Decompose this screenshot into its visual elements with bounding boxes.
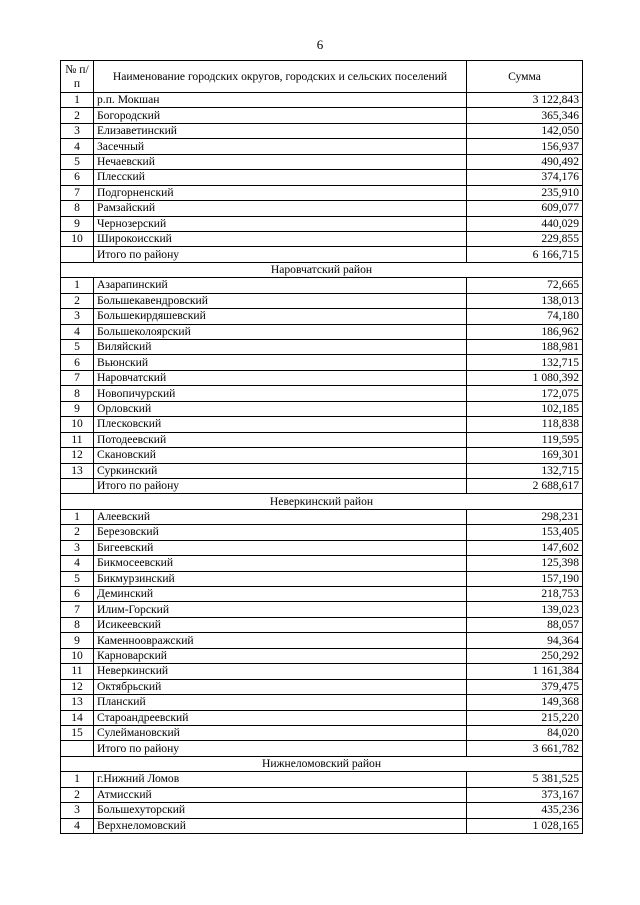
row-number: 7 [61, 602, 94, 617]
row-number: 3 [61, 123, 94, 138]
total-label: Итого по району [94, 741, 467, 756]
row-sum: 132,715 [467, 463, 583, 478]
district-name: Нижнеломовский район [61, 756, 583, 771]
table-row [61, 401, 583, 416]
row-name: Верхнеломовский [94, 818, 467, 833]
table-row [61, 324, 583, 339]
row-number: 9 [61, 401, 94, 416]
row-name: Большеколоярский [94, 324, 467, 339]
row-name: Рамзайский [94, 201, 467, 216]
row-sum: 609,077 [467, 201, 583, 216]
total-sum: 6 166,715 [467, 247, 583, 262]
table-row [61, 185, 583, 200]
row-name: Бикмурзинский [94, 571, 467, 586]
row-name: Исикеевский [94, 617, 467, 632]
table-row [61, 93, 583, 108]
row-sum: 215,220 [467, 710, 583, 725]
row-number: 12 [61, 448, 94, 463]
table-row [61, 216, 583, 231]
row-number: 2 [61, 787, 94, 802]
row-number: 1 [61, 93, 94, 108]
row-name: Засечный [94, 139, 467, 154]
row-number: 8 [61, 201, 94, 216]
table-row [61, 695, 583, 710]
total-label: Итого по району [94, 247, 467, 262]
table-row [61, 123, 583, 138]
row-number: 2 [61, 108, 94, 123]
row-sum: 3 122,843 [467, 93, 583, 108]
table-row [61, 571, 583, 586]
row-number: 8 [61, 617, 94, 632]
table-header-row [61, 61, 583, 93]
row-sum: 188,981 [467, 340, 583, 355]
district-name: Неверкинский район [61, 494, 583, 509]
table-row [61, 818, 583, 833]
row-sum: 379,475 [467, 679, 583, 694]
row-sum: 72,665 [467, 278, 583, 293]
table-row [61, 231, 583, 246]
row-name: Потодеевский [94, 432, 467, 447]
row-sum: 119,595 [467, 432, 583, 447]
header-name: Наименование городских округов, городских и сельских поселений [94, 61, 467, 93]
table-row [61, 509, 583, 524]
table-row [61, 278, 583, 293]
row-name: Большехуторский [94, 803, 467, 818]
row-name: Наровчатский [94, 370, 467, 385]
total-row [61, 741, 583, 756]
table-row [61, 525, 583, 540]
row-name: Большекавендровский [94, 293, 467, 308]
page-number: 6 [316, 37, 324, 52]
row-name: Подгорненский [94, 185, 467, 200]
row-name: Чернозерский [94, 216, 467, 231]
table-row [61, 648, 583, 663]
row-sum: 142,050 [467, 123, 583, 138]
row-sum: 229,855 [467, 231, 583, 246]
row-name: Новопичурский [94, 386, 467, 401]
table-row [61, 417, 583, 432]
row-name: Большекирдяшевский [94, 309, 467, 324]
row-name: Вьюнский [94, 355, 467, 370]
row-number: 10 [61, 417, 94, 432]
row-number: 15 [61, 725, 94, 740]
total-number-empty [61, 478, 94, 493]
row-number: 12 [61, 679, 94, 694]
row-name: г.Нижний Ломов [94, 772, 467, 787]
total-sum: 3 661,782 [467, 741, 583, 756]
row-number: 6 [61, 587, 94, 602]
row-number: 9 [61, 633, 94, 648]
row-number: 13 [61, 695, 94, 710]
row-name: Карноварский [94, 648, 467, 663]
district-header-row [61, 262, 583, 277]
total-row [61, 478, 583, 493]
row-number: 8 [61, 386, 94, 401]
row-number: 14 [61, 710, 94, 725]
row-number: 5 [61, 154, 94, 169]
row-sum: 374,176 [467, 170, 583, 185]
row-number: 5 [61, 340, 94, 355]
row-name: Елизаветинский [94, 123, 467, 138]
row-name: Виляйский [94, 340, 467, 355]
row-number: 4 [61, 324, 94, 339]
table-row [61, 772, 583, 787]
row-sum: 156,937 [467, 139, 583, 154]
table-body [61, 93, 583, 834]
header-number: № п/п [61, 61, 94, 93]
row-number: 1 [61, 509, 94, 524]
row-sum: 157,190 [467, 571, 583, 586]
row-sum: 132,715 [467, 355, 583, 370]
row-sum: 186,962 [467, 324, 583, 339]
row-number: 6 [61, 355, 94, 370]
table-row [61, 679, 583, 694]
row-number: 2 [61, 293, 94, 308]
row-number: 4 [61, 139, 94, 154]
table-row [61, 139, 583, 154]
table-row [61, 710, 583, 725]
row-number: 6 [61, 170, 94, 185]
row-sum: 88,057 [467, 617, 583, 632]
row-sum: 147,602 [467, 540, 583, 555]
table-row [61, 664, 583, 679]
total-row [61, 247, 583, 262]
row-number: 9 [61, 216, 94, 231]
table-row [61, 370, 583, 385]
row-sum: 169,301 [467, 448, 583, 463]
table-row [61, 556, 583, 571]
row-sum: 1 161,384 [467, 664, 583, 679]
table-row [61, 725, 583, 740]
table-row [61, 386, 583, 401]
table-row [61, 154, 583, 169]
row-number: 3 [61, 540, 94, 555]
table-row [61, 170, 583, 185]
row-name: Бигеевский [94, 540, 467, 555]
table-row [61, 309, 583, 324]
row-name: Неверкинский [94, 664, 467, 679]
header-sum: Сумма [467, 61, 583, 93]
total-number-empty [61, 247, 94, 262]
row-name: Орловский [94, 401, 467, 416]
table-row [61, 293, 583, 308]
table-row [61, 448, 583, 463]
row-sum: 440,029 [467, 216, 583, 231]
row-name: Алеевский [94, 509, 467, 524]
table-row [61, 803, 583, 818]
row-sum: 298,231 [467, 509, 583, 524]
table-row [61, 633, 583, 648]
table-row [61, 201, 583, 216]
row-number: 3 [61, 803, 94, 818]
row-sum: 235,910 [467, 185, 583, 200]
row-number: 2 [61, 525, 94, 540]
row-name: Сулеймановский [94, 725, 467, 740]
table-row [61, 108, 583, 123]
table-row [61, 340, 583, 355]
row-number: 1 [61, 278, 94, 293]
row-sum: 94,364 [467, 633, 583, 648]
row-sum: 435,236 [467, 803, 583, 818]
row-number: 1 [61, 772, 94, 787]
table-row [61, 602, 583, 617]
row-sum: 153,405 [467, 525, 583, 540]
row-name: р.п. Мокшан [94, 93, 467, 108]
row-name: Атмисский [94, 787, 467, 802]
district-header-row [61, 494, 583, 509]
row-sum: 139,023 [467, 602, 583, 617]
row-sum: 218,753 [467, 587, 583, 602]
row-number: 13 [61, 463, 94, 478]
row-sum: 149,368 [467, 695, 583, 710]
row-number: 7 [61, 185, 94, 200]
row-sum: 102,185 [467, 401, 583, 416]
row-sum: 365,346 [467, 108, 583, 123]
row-name: Суркинский [94, 463, 467, 478]
row-sum: 490,492 [467, 154, 583, 169]
row-name: Плесковский [94, 417, 467, 432]
row-number: 3 [61, 309, 94, 324]
row-sum: 74,180 [467, 309, 583, 324]
row-name: Березовский [94, 525, 467, 540]
row-name: Плесский [94, 170, 467, 185]
row-number: 7 [61, 370, 94, 385]
table-row [61, 787, 583, 802]
row-number: 11 [61, 664, 94, 679]
row-number: 5 [61, 571, 94, 586]
row-name: Илим-Горский [94, 602, 467, 617]
row-name: Бикмосеевский [94, 556, 467, 571]
total-number-empty [61, 741, 94, 756]
row-sum: 84,020 [467, 725, 583, 740]
row-sum: 373,167 [467, 787, 583, 802]
row-number: 4 [61, 818, 94, 833]
row-name: Азарапинский [94, 278, 467, 293]
row-sum: 125,398 [467, 556, 583, 571]
table-row [61, 617, 583, 632]
row-sum: 118,838 [467, 417, 583, 432]
row-sum: 5 381,525 [467, 772, 583, 787]
row-name: Деминский [94, 587, 467, 602]
table-row [61, 587, 583, 602]
row-number: 10 [61, 231, 94, 246]
row-sum: 1 080,392 [467, 370, 583, 385]
total-label: Итого по району [94, 478, 467, 493]
row-name: Планский [94, 695, 467, 710]
row-number: 11 [61, 432, 94, 447]
table-row [61, 432, 583, 447]
row-name: Широкоисский [94, 231, 467, 246]
row-name: Богородский [94, 108, 467, 123]
allocation-table [60, 60, 583, 834]
district-name: Наровчатский район [61, 262, 583, 277]
row-sum: 172,075 [467, 386, 583, 401]
row-name: Октябрьский [94, 679, 467, 694]
total-sum: 2 688,617 [467, 478, 583, 493]
row-name: Нечаевский [94, 154, 467, 169]
row-name: Скановский [94, 448, 467, 463]
row-sum: 250,292 [467, 648, 583, 663]
table-row [61, 540, 583, 555]
table-row [61, 355, 583, 370]
row-name: Каменноовражский [94, 633, 467, 648]
row-number: 10 [61, 648, 94, 663]
row-sum: 1 028,165 [467, 818, 583, 833]
row-number: 4 [61, 556, 94, 571]
row-sum: 138,013 [467, 293, 583, 308]
row-name: Староандреевский [94, 710, 467, 725]
table-row [61, 463, 583, 478]
district-header-row [61, 756, 583, 771]
